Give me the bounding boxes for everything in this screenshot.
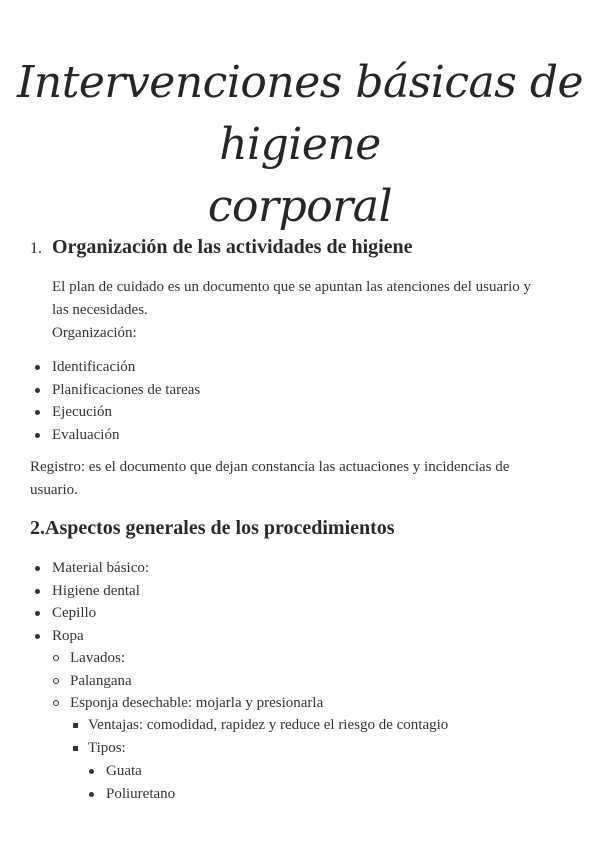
section-1-title: Organización de las actividades de higiene bbox=[52, 236, 413, 258]
title-line-1: Intervenciones básicas de higiene bbox=[16, 57, 584, 170]
list-item: Tipos: bbox=[88, 737, 448, 760]
list-item: Evaluación bbox=[52, 424, 200, 447]
section-1-heading bbox=[30, 236, 413, 259]
list-item: Higiene dental bbox=[52, 580, 149, 603]
section-1-number: 1. bbox=[30, 240, 42, 257]
list-item: Identificación bbox=[52, 356, 200, 379]
list-item: Ejecución bbox=[52, 401, 200, 424]
registro-line-2: usuario. bbox=[30, 482, 78, 498]
list-item: Ventajas: comodidad, rapidez y reduce el riesgo de contagio bbox=[88, 714, 448, 737]
plan-paragraph-line-2: las necesidades. bbox=[52, 302, 148, 318]
procedimientos-list bbox=[52, 557, 149, 647]
tipos-sublist bbox=[106, 760, 175, 805]
esponja-sublist bbox=[88, 714, 448, 759]
list-item: Planificaciones de tareas bbox=[52, 379, 200, 402]
list-item: Lavados: bbox=[70, 647, 323, 670]
list-item: Material básico: bbox=[52, 557, 149, 580]
section-2-heading: 2.Aspectos generales de los procedimientos bbox=[30, 517, 395, 539]
list-item: Guata bbox=[106, 760, 175, 783]
list-item: Cepillo bbox=[52, 602, 149, 625]
list-item: Esponja desechable: mojarla y presionarla bbox=[70, 692, 323, 715]
organizacion-label: Organización: bbox=[52, 325, 137, 341]
plan-paragraph-line-1: El plan de cuidado es un documento que se apuntan las atenciones del usuario y bbox=[52, 279, 532, 295]
registro-line-1: Registro: es el documento que dejan constancia las actuaciones y incidencias de bbox=[30, 459, 510, 475]
ropa-sublist bbox=[70, 647, 323, 715]
plan-paragraph bbox=[52, 276, 531, 345]
list-item: Palangana bbox=[70, 670, 323, 693]
registro-paragraph bbox=[30, 456, 570, 502]
organizacion-list bbox=[52, 356, 200, 446]
page-title bbox=[0, 52, 600, 238]
title-line-2: corporal bbox=[207, 181, 393, 232]
list-item: Ropa bbox=[52, 625, 149, 648]
list-item: Poliuretano bbox=[106, 783, 175, 806]
